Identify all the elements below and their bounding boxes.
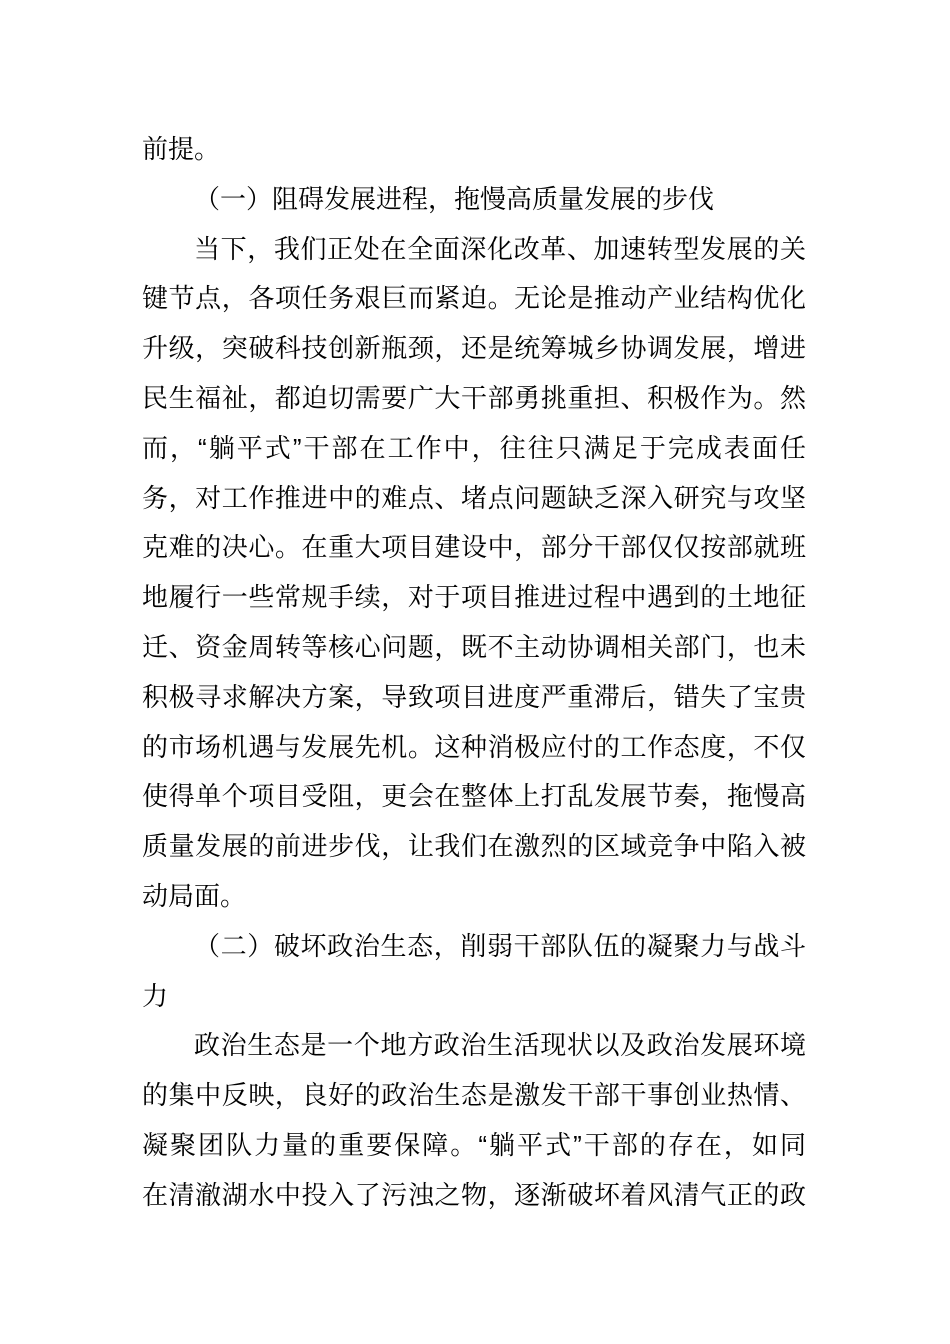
text-line: 在清澈湖水中投入了污浊之物，逐渐破坏着风清气正的政 [142,1179,806,1210]
text-line: 升级，突破科技创新瓶颈，还是统筹城乡协调发展，增进 [142,333,806,364]
text-line: 的集中反映，良好的政治生态是激发干部干事创业热情、 [142,1080,806,1111]
section-heading-line: （一）阻碍发展进程，拖慢高质量发展的步伐 [194,183,715,214]
text-line: 前提。 [142,134,221,164]
text-line: 迁、资金周转等核心问题，既不主动协调相关部门，也未 [142,631,806,662]
text-line: 质量发展的前进步伐，让我们在激烈的区域竞争中陷入被 [142,831,806,862]
text-line: 使得单个项目受阻，更会在整体上打乱发展节奏，拖慢高 [142,781,806,812]
text-line: 务，对工作推进中的难点、堵点问题缺乏深入研究与攻坚 [142,482,806,513]
text-line: 民生福祉，都迫切需要广大干部勇挑重担、积极作为。然 [142,382,806,413]
text-line: 克难的决心。在重大项目建设中，部分干部仅仅按部就班 [142,532,806,563]
section-heading-line: （二）破坏政治生态，削弱干部队伍的凝聚力与战斗 [194,930,806,961]
text-line: 凝聚团队力量的重要保障。“躺平式”干部的存在，如同 [142,1129,806,1160]
text-line: 的市场机遇与发展先机。这种消极应付的工作态度，不仅 [142,731,806,762]
text-line: 当下，我们正处在全面深化改革、加速转型发展的关 [194,233,806,264]
document-body [142,125,806,1221]
text-line: 政治生态是一个地方政治生活现状以及政治发展环境 [194,1030,806,1061]
text-line: 积极寻求解决方案，导致项目进度严重滞后，错失了宝贵 [142,681,806,712]
section-heading-line: 力 [142,980,169,1011]
text-line: 地履行一些常规手续，对于项目推进过程中遇到的土地征 [142,582,806,613]
text-line: 动局面。 [142,880,247,911]
text-line: 而，“躺平式”干部在工作中，往往只满足于完成表面任 [142,432,806,463]
text-line: 键节点，各项任务艰巨而紧迫。无论是推动产业结构优化 [142,283,806,314]
